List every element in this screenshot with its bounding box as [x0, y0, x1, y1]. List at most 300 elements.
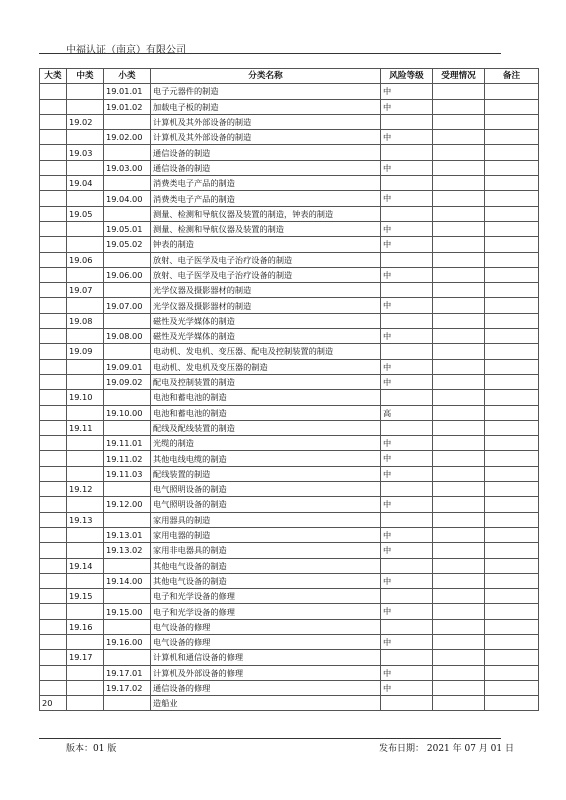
minor-category-cell: 19.11.01: [104, 436, 151, 451]
category-name-cell: 电池和蓄电池的制造: [151, 405, 381, 420]
mid-category-cell: [67, 573, 104, 588]
classification-table: [39, 68, 539, 711]
major-category-cell: [40, 665, 67, 680]
category-name-cell: 光学仪器及摄影器材的制造: [151, 298, 381, 313]
category-name-cell: 计算机及其外部设备的制造: [151, 114, 381, 129]
risk-level-cell: [381, 145, 433, 160]
risk-level-cell: 中: [381, 466, 433, 481]
table-row: [40, 527, 539, 542]
major-category-cell: [40, 680, 67, 695]
risk-level-cell: 中: [381, 497, 433, 512]
acceptance-status-cell: [433, 436, 485, 451]
acceptance-status-cell: [433, 267, 485, 282]
risk-level-cell: 中: [381, 221, 433, 236]
table-row: [40, 466, 539, 481]
risk-level-cell: 中: [381, 374, 433, 389]
table-row: [40, 176, 539, 191]
risk-level-cell: [381, 252, 433, 267]
category-name-cell: 电池和蓄电池的制造: [151, 390, 381, 405]
acceptance-status-cell: [433, 665, 485, 680]
acceptance-status-cell: [433, 344, 485, 359]
table-row: [40, 512, 539, 527]
major-category-cell: [40, 589, 67, 604]
major-category-cell: [40, 619, 67, 634]
table-row: [40, 221, 539, 236]
mid-category-cell: [67, 99, 104, 114]
table-row: [40, 252, 539, 267]
category-name-cell: 测量、检测和导航仪器及装置的制造: [151, 221, 381, 236]
mid-category-cell: [67, 359, 104, 374]
acceptance-status-cell: [433, 221, 485, 236]
remarks-cell: [485, 237, 539, 252]
major-category-cell: 20: [40, 696, 67, 711]
mid-category-cell: [67, 466, 104, 481]
acceptance-status-cell: [433, 589, 485, 604]
risk-level-cell: [381, 558, 433, 573]
table-row: [40, 313, 539, 328]
mid-category-cell: 19.12: [67, 482, 104, 497]
category-name-cell: 计算机和通信设备的修理: [151, 650, 381, 665]
remarks-cell: [485, 497, 539, 512]
table-row: [40, 451, 539, 466]
table-row: [40, 237, 539, 252]
remarks-cell: [485, 650, 539, 665]
category-name-cell: 其他电线电缆的制造: [151, 451, 381, 466]
major-category-cell: [40, 374, 67, 389]
minor-category-cell: [104, 145, 151, 160]
remarks-cell: [485, 558, 539, 573]
remarks-cell: [485, 451, 539, 466]
minor-category-cell: 19.14.00: [104, 573, 151, 588]
table-row: [40, 696, 539, 711]
acceptance-status-cell: [433, 466, 485, 481]
mid-category-cell: [67, 267, 104, 282]
risk-level-cell: 中: [381, 451, 433, 466]
minor-category-cell: 19.16.00: [104, 634, 151, 649]
remarks-cell: [485, 99, 539, 114]
category-name-cell: 通信设备的修理: [151, 680, 381, 695]
table-row: [40, 283, 539, 298]
major-category-cell: [40, 221, 67, 236]
risk-level-cell: 中: [381, 665, 433, 680]
acceptance-status-cell: [433, 252, 485, 267]
major-category-cell: [40, 451, 67, 466]
acceptance-status-cell: [433, 191, 485, 206]
category-name-cell: 电子和光学设备的修理: [151, 604, 381, 619]
minor-category-cell: 19.17.01: [104, 665, 151, 680]
table-row: [40, 374, 539, 389]
header-divider: [39, 53, 501, 54]
minor-category-cell: [104, 589, 151, 604]
mid-category-cell: 19.11: [67, 420, 104, 435]
table-row: [40, 543, 539, 558]
table-row: [40, 650, 539, 665]
risk-level-cell: [381, 283, 433, 298]
mid-category-cell: 19.09: [67, 344, 104, 359]
remarks-cell: [485, 482, 539, 497]
category-name-cell: 配电及控制装置的制造: [151, 374, 381, 389]
risk-level-cell: 中: [381, 436, 433, 451]
minor-category-cell: [104, 283, 151, 298]
remarks-cell: [485, 344, 539, 359]
remarks-cell: [485, 359, 539, 374]
mid-category-cell: 19.10: [67, 390, 104, 405]
remarks-cell: [485, 267, 539, 282]
risk-level-cell: [381, 206, 433, 221]
mid-category-cell: [67, 696, 104, 711]
table-row: [40, 436, 539, 451]
table-row: [40, 160, 539, 175]
acceptance-status-cell: [433, 359, 485, 374]
category-name-cell: 通信设备的制造: [151, 160, 381, 175]
major-category-cell: [40, 604, 67, 619]
mid-category-cell: [67, 329, 104, 344]
major-category-cell: [40, 634, 67, 649]
minor-category-cell: [104, 482, 151, 497]
risk-level-cell: [381, 696, 433, 711]
remarks-cell: [485, 114, 539, 129]
category-name-cell: 其他电气设备的制造: [151, 573, 381, 588]
category-name-cell: 配线及配线装置的制造: [151, 420, 381, 435]
risk-level-cell: 中: [381, 543, 433, 558]
acceptance-status-cell: [433, 604, 485, 619]
remarks-cell: [485, 283, 539, 298]
category-name-cell: 磁性及光学媒体的制造: [151, 313, 381, 328]
mid-category-cell: 19.03: [67, 145, 104, 160]
acceptance-status-cell: [433, 145, 485, 160]
category-name-cell: 电气设备的修理: [151, 619, 381, 634]
table-row: [40, 344, 539, 359]
acceptance-status-cell: [433, 176, 485, 191]
table-row: [40, 680, 539, 695]
remarks-cell: [485, 206, 539, 221]
risk-level-cell: [381, 176, 433, 191]
minor-category-cell: 19.11.03: [104, 466, 151, 481]
remarks-cell: [485, 527, 539, 542]
major-category-cell: [40, 344, 67, 359]
category-name-cell: 电动机、发电机、变压器、配电及控制装置的制造: [151, 344, 381, 359]
mid-category-cell: [67, 527, 104, 542]
acceptance-status-cell: [433, 497, 485, 512]
mid-category-cell: [67, 84, 104, 99]
mid-category-cell: [67, 160, 104, 175]
remarks-cell: [485, 696, 539, 711]
table-row: [40, 145, 539, 160]
remarks-cell: [485, 252, 539, 267]
acceptance-status-cell: [433, 619, 485, 634]
column-header-risk: 风险等级: [381, 69, 433, 84]
minor-category-cell: 19.09.01: [104, 359, 151, 374]
category-name-cell: 电气照明设备的制造: [151, 497, 381, 512]
risk-level-cell: [381, 344, 433, 359]
category-name-cell: 放射、电子医学及电子治疗设备的制造: [151, 267, 381, 282]
minor-category-cell: [104, 390, 151, 405]
mid-category-cell: [67, 634, 104, 649]
mid-category-cell: 19.08: [67, 313, 104, 328]
category-name-cell: 计算机及其外部设备的制造: [151, 130, 381, 145]
risk-level-cell: [381, 420, 433, 435]
major-category-cell: [40, 359, 67, 374]
column-header-minor: 小类: [104, 69, 151, 84]
table-row: [40, 298, 539, 313]
mid-category-cell: [67, 436, 104, 451]
risk-level-cell: 中: [381, 130, 433, 145]
category-name-cell: 光学仪器及摄影器材的制造: [151, 283, 381, 298]
risk-level-cell: 中: [381, 634, 433, 649]
column-header-status: 受理情况: [433, 69, 485, 84]
risk-level-cell: 中: [381, 680, 433, 695]
remarks-cell: [485, 405, 539, 420]
column-header-name: 分类名称: [151, 69, 381, 84]
table-row: [40, 665, 539, 680]
minor-category-cell: [104, 619, 151, 634]
major-category-cell: [40, 237, 67, 252]
major-category-cell: [40, 252, 67, 267]
risk-level-cell: 中: [381, 298, 433, 313]
risk-level-cell: 高: [381, 405, 433, 420]
table-row: [40, 359, 539, 374]
remarks-cell: [485, 619, 539, 634]
acceptance-status-cell: [433, 160, 485, 175]
acceptance-status-cell: [433, 634, 485, 649]
remarks-cell: [485, 680, 539, 695]
category-name-cell: 加载电子板的制造: [151, 99, 381, 114]
category-name-cell: 其他电气设备的制造: [151, 558, 381, 573]
acceptance-status-cell: [433, 237, 485, 252]
mid-category-cell: 19.07: [67, 283, 104, 298]
risk-level-cell: 中: [381, 329, 433, 344]
acceptance-status-cell: [433, 374, 485, 389]
mid-category-cell: 19.02: [67, 114, 104, 129]
major-category-cell: [40, 313, 67, 328]
minor-category-cell: [104, 420, 151, 435]
minor-category-cell: 19.10.00: [104, 405, 151, 420]
major-category-cell: [40, 650, 67, 665]
minor-category-cell: 19.01.01: [104, 84, 151, 99]
remarks-cell: [485, 191, 539, 206]
minor-category-cell: 19.15.00: [104, 604, 151, 619]
major-category-cell: [40, 482, 67, 497]
mid-category-cell: [67, 543, 104, 558]
remarks-cell: [485, 298, 539, 313]
remarks-cell: [485, 160, 539, 175]
remarks-cell: [485, 176, 539, 191]
major-category-cell: [40, 267, 67, 282]
acceptance-status-cell: [433, 130, 485, 145]
major-category-cell: [40, 436, 67, 451]
table-row: [40, 329, 539, 344]
risk-level-cell: [381, 619, 433, 634]
remarks-cell: [485, 436, 539, 451]
minor-category-cell: 19.04.00: [104, 191, 151, 206]
table-row: [40, 420, 539, 435]
remarks-cell: [485, 420, 539, 435]
major-category-cell: [40, 497, 67, 512]
mid-category-cell: [67, 237, 104, 252]
acceptance-status-cell: [433, 283, 485, 298]
major-category-cell: [40, 390, 67, 405]
major-category-cell: [40, 114, 67, 129]
remarks-cell: [485, 512, 539, 527]
risk-level-cell: [381, 313, 433, 328]
remarks-cell: [485, 390, 539, 405]
acceptance-status-cell: [433, 313, 485, 328]
risk-level-cell: [381, 512, 433, 527]
major-category-cell: [40, 283, 67, 298]
risk-level-cell: 中: [381, 237, 433, 252]
minor-category-cell: [104, 344, 151, 359]
risk-level-cell: 中: [381, 527, 433, 542]
mid-category-cell: [67, 298, 104, 313]
risk-level-cell: 中: [381, 267, 433, 282]
minor-category-cell: 19.03.00: [104, 160, 151, 175]
major-category-cell: [40, 543, 67, 558]
minor-category-cell: 19.09.02: [104, 374, 151, 389]
category-name-cell: 消费类电子产品的制造: [151, 176, 381, 191]
category-name-cell: 家用器具的制造: [151, 512, 381, 527]
table-row: [40, 114, 539, 129]
risk-level-cell: 中: [381, 191, 433, 206]
major-category-cell: [40, 405, 67, 420]
risk-level-cell: [381, 482, 433, 497]
major-category-cell: [40, 512, 67, 527]
acceptance-status-cell: [433, 420, 485, 435]
remarks-cell: [485, 466, 539, 481]
minor-category-cell: 19.13.02: [104, 543, 151, 558]
risk-level-cell: 中: [381, 99, 433, 114]
mid-category-cell: [67, 665, 104, 680]
table-header-row: [40, 69, 539, 84]
major-category-cell: [40, 99, 67, 114]
category-name-cell: 家用电器的制造: [151, 527, 381, 542]
mid-category-cell: [67, 130, 104, 145]
category-name-cell: 放射、电子医学及电子治疗设备的制造: [151, 252, 381, 267]
acceptance-status-cell: [433, 650, 485, 665]
risk-level-cell: 中: [381, 160, 433, 175]
remarks-cell: [485, 374, 539, 389]
major-category-cell: [40, 527, 67, 542]
mid-category-cell: [67, 680, 104, 695]
remarks-cell: [485, 589, 539, 604]
risk-level-cell: 中: [381, 84, 433, 99]
minor-category-cell: 19.05.01: [104, 221, 151, 236]
minor-category-cell: [104, 252, 151, 267]
remarks-cell: [485, 329, 539, 344]
table-row: [40, 558, 539, 573]
risk-level-cell: [381, 650, 433, 665]
column-header-mid: 中类: [67, 69, 104, 84]
acceptance-status-cell: [433, 114, 485, 129]
version-label: 版本：01 版: [66, 744, 117, 754]
mid-category-cell: [67, 374, 104, 389]
mid-category-cell: 19.15: [67, 589, 104, 604]
acceptance-status-cell: [433, 405, 485, 420]
category-name-cell: 造船业: [151, 696, 381, 711]
minor-category-cell: [104, 176, 151, 191]
table-row: [40, 405, 539, 420]
column-header-remarks: 备注: [485, 69, 539, 84]
risk-level-cell: [381, 114, 433, 129]
table-row: [40, 619, 539, 634]
minor-category-cell: 19.13.01: [104, 527, 151, 542]
category-name-cell: 家用非电器具的制造: [151, 543, 381, 558]
minor-category-cell: 19.06.00: [104, 267, 151, 282]
mid-category-cell: 19.06: [67, 252, 104, 267]
major-category-cell: [40, 206, 67, 221]
company-name: 中福认证（南京）有限公司: [66, 45, 186, 56]
table-row: [40, 267, 539, 282]
mid-category-cell: 19.13: [67, 512, 104, 527]
footer-divider: [39, 738, 501, 739]
major-category-cell: [40, 84, 67, 99]
acceptance-status-cell: [433, 512, 485, 527]
remarks-cell: [485, 634, 539, 649]
remarks-cell: [485, 313, 539, 328]
mid-category-cell: [67, 191, 104, 206]
major-category-cell: [40, 130, 67, 145]
major-category-cell: [40, 176, 67, 191]
risk-level-cell: [381, 390, 433, 405]
remarks-cell: [485, 130, 539, 145]
minor-category-cell: [104, 114, 151, 129]
minor-category-cell: [104, 512, 151, 527]
table-row: [40, 604, 539, 619]
remarks-cell: [485, 145, 539, 160]
minor-category-cell: 19.11.02: [104, 451, 151, 466]
category-name-cell: 通信设备的制造: [151, 145, 381, 160]
minor-category-cell: [104, 650, 151, 665]
remarks-cell: [485, 665, 539, 680]
major-category-cell: [40, 329, 67, 344]
acceptance-status-cell: [433, 573, 485, 588]
minor-category-cell: 19.02.00: [104, 130, 151, 145]
category-name-cell: 钟表的制造: [151, 237, 381, 252]
mid-category-cell: 19.05: [67, 206, 104, 221]
acceptance-status-cell: [433, 206, 485, 221]
category-name-cell: 磁性及光学媒体的制造: [151, 329, 381, 344]
release-date: 发布日期： 2021 年 07 月 01 日: [379, 744, 514, 754]
category-name-cell: 测量、检测和导航仪器及装置的制造，钟表的制造: [151, 206, 381, 221]
mid-category-cell: [67, 221, 104, 236]
acceptance-status-cell: [433, 329, 485, 344]
acceptance-status-cell: [433, 680, 485, 695]
minor-category-cell: 19.08.00: [104, 329, 151, 344]
minor-category-cell: 19.07.00: [104, 298, 151, 313]
minor-category-cell: 19.05.02: [104, 237, 151, 252]
category-name-cell: 配线装置的制造: [151, 466, 381, 481]
table-row: [40, 130, 539, 145]
acceptance-status-cell: [433, 482, 485, 497]
mid-category-cell: 19.04: [67, 176, 104, 191]
minor-category-cell: 19.01.02: [104, 99, 151, 114]
category-name-cell: 电子元器件的制造: [151, 84, 381, 99]
category-name-cell: 电动机、发电机及变压器的制造: [151, 359, 381, 374]
acceptance-status-cell: [433, 451, 485, 466]
mid-category-cell: 19.16: [67, 619, 104, 634]
acceptance-status-cell: [433, 558, 485, 573]
mid-category-cell: [67, 451, 104, 466]
mid-category-cell: [67, 604, 104, 619]
acceptance-status-cell: [433, 527, 485, 542]
mid-category-cell: 19.17: [67, 650, 104, 665]
minor-category-cell: 19.12.00: [104, 497, 151, 512]
category-name-cell: 电气设备的修理: [151, 634, 381, 649]
major-category-cell: [40, 420, 67, 435]
major-category-cell: [40, 160, 67, 175]
minor-category-cell: 19.17.02: [104, 680, 151, 695]
table-row: [40, 84, 539, 99]
category-name-cell: 消费类电子产品的制造: [151, 191, 381, 206]
